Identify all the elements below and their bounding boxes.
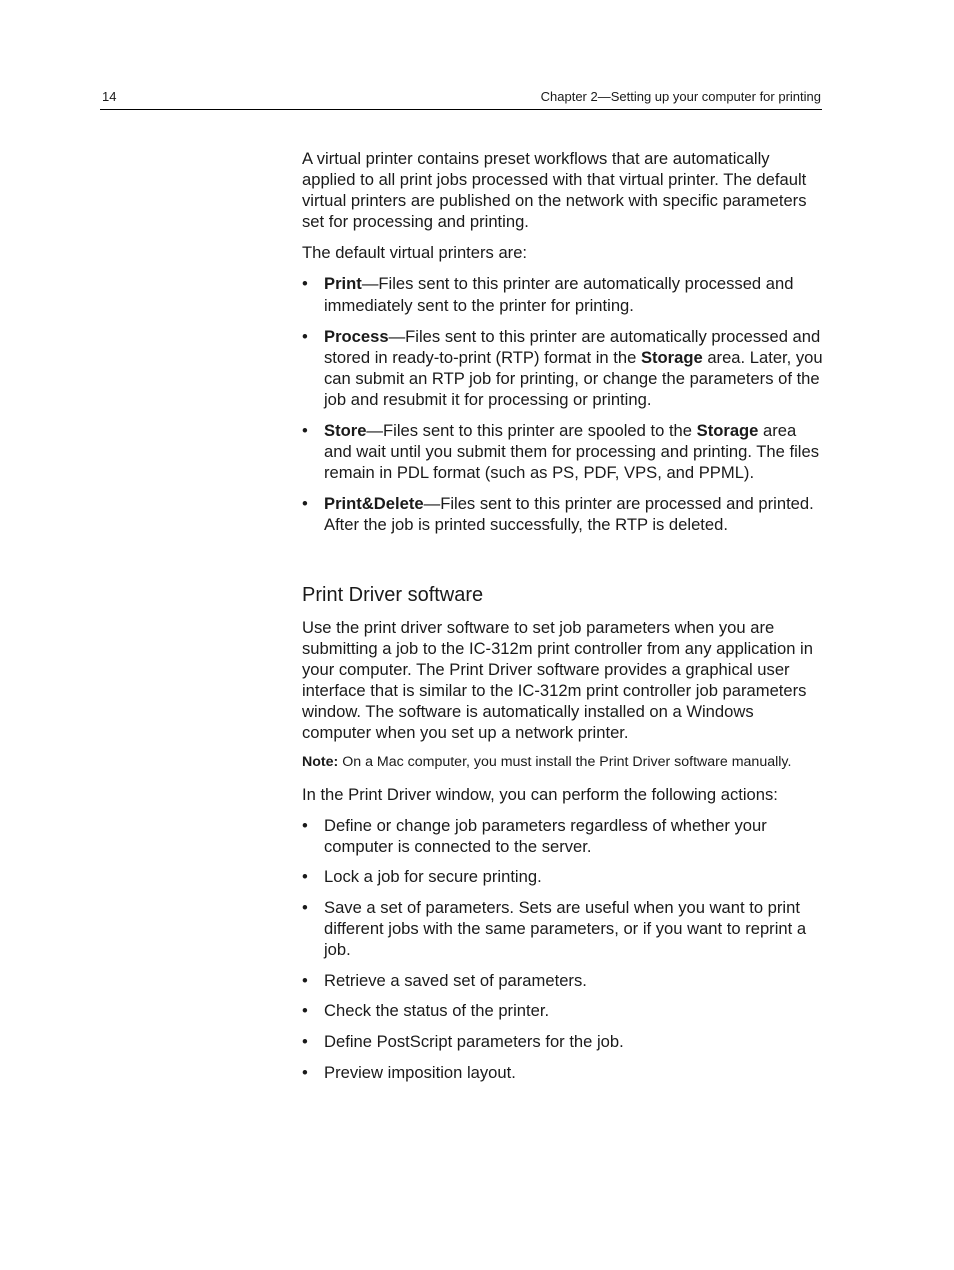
intro-list-lead: The default virtual printers are: <box>302 243 528 263</box>
virtual-printer-list <box>302 273 827 535</box>
term-store: Store <box>324 421 367 441</box>
action-text: Save a set of parameters. Sets are useful when you want to print different jobs with the same parameters, or if you want to reprint a job. <box>324 898 807 960</box>
list-item-print <box>302 273 827 315</box>
list-item-store <box>302 420 827 483</box>
term-print-delete: Print&Delete <box>324 494 424 514</box>
desc-store-part2: area and wait until you submit them for processing and printing. The files remain in PDL format (such as PS, PDF, VPS, and PPML). <box>324 421 820 483</box>
page-header <box>100 89 822 110</box>
note-text: On a Mac computer, you must install the Print Driver software manually. <box>338 754 792 771</box>
action-text: Lock a job for secure printing. <box>324 867 542 887</box>
term-print: Print <box>324 274 362 294</box>
list-item <box>302 1062 827 1083</box>
driver-actions-list <box>302 815 827 1083</box>
bullet-icon: • <box>302 421 308 441</box>
desc-print: —Files sent to this printer are automatically processed and immediately sent to the printer for printing. <box>324 274 794 315</box>
list-item <box>302 866 827 887</box>
term-storage: Storage <box>696 421 759 441</box>
desc-print-delete: —Files sent to this printer are processed and printed. After the job is printed successfully, the RTP is deleted. <box>324 494 814 535</box>
desc-process-part2: area. Later, you can submit an RTP job for printing, or change the parameters of the job and resubmit it for processing or printing. <box>324 347 823 409</box>
intro-paragraph: A virtual printer contains preset workflows that are automatically applied to all print jobs processed with that virtual printer. The default virtual printers are published on the network with specific parameters set for processing and printing. <box>302 149 807 232</box>
section-heading: Print Driver software <box>302 583 484 606</box>
bullet-icon: • <box>302 867 308 887</box>
list-item-print-delete <box>302 493 827 535</box>
bullet-icon: • <box>302 1001 308 1021</box>
bullet-icon: • <box>302 1062 308 1082</box>
bullet-icon: • <box>302 274 308 294</box>
list-item <box>302 1000 827 1021</box>
action-text: Preview imposition layout. <box>324 1062 516 1082</box>
list-item <box>302 970 827 991</box>
action-text: Define PostScript parameters for the job. <box>324 1032 624 1051</box>
page-number: 14 <box>102 89 117 104</box>
note-paragraph <box>302 753 827 773</box>
action-text: Check the status of the printer. <box>324 1001 550 1021</box>
note-label: Note: <box>302 754 339 771</box>
driver-intro-paragraph: Use the print driver software to set job parameters when you are submitting a job to the IC-312m print controller from any application in your computer. The Print Driver software provides a graphical user interface that is similar to the IC-312m print controller job parameters window. The software is automatically installed on a Windows computer when you set up a network printer. <box>302 617 813 742</box>
bullet-icon: • <box>302 1032 308 1051</box>
list-item-process <box>302 326 827 410</box>
bullet-icon: • <box>302 970 308 990</box>
bullet-icon: • <box>302 494 308 514</box>
action-text: Retrieve a saved set of parameters. <box>324 970 587 990</box>
list-item <box>302 897 827 960</box>
list-item <box>302 815 827 857</box>
page-body <box>302 148 827 1092</box>
desc-store-part1: —Files sent to this printer are spooled to the <box>366 421 697 441</box>
term-storage: Storage <box>640 347 703 367</box>
term-process: Process <box>324 326 389 346</box>
bullet-icon: • <box>302 815 308 835</box>
bullet-icon: • <box>302 326 308 346</box>
actions-lead: In the Print Driver window, you can perform the following actions: <box>302 784 778 804</box>
running-head: Chapter 2—Setting up your computer for printing <box>540 89 821 104</box>
action-text: Define or change job parameters regardless of whether your computer is connected to the server. <box>324 815 767 856</box>
desc-process-part1: —Files sent to this printer are automatically processed and stored in ready-to-print (RTP) format in the <box>324 326 821 367</box>
bullet-icon: • <box>302 898 308 918</box>
list-item <box>302 1031 827 1052</box>
